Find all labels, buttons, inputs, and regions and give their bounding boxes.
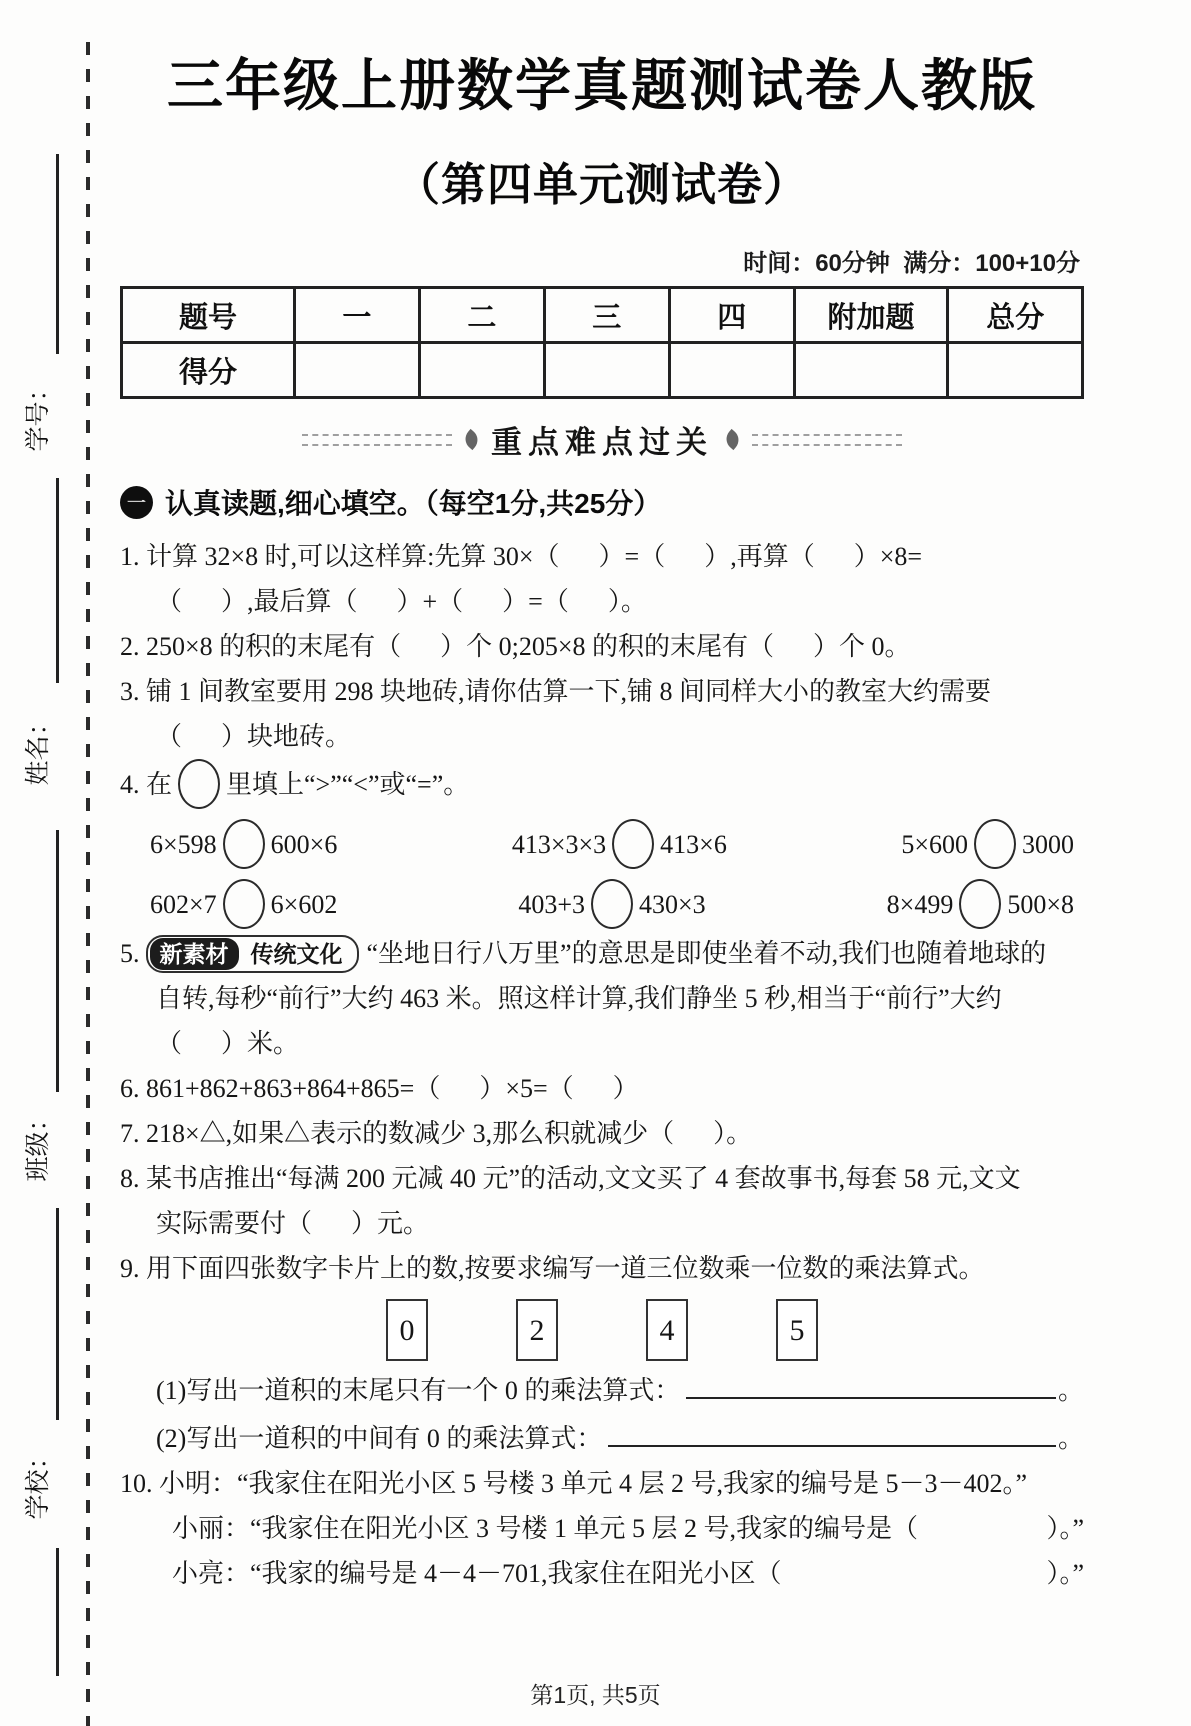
question-1-line-2: （ ）,最后算（ ）+（ ）=（ ）。 xyxy=(156,587,647,616)
compare-circle-blank xyxy=(612,819,654,869)
compare-right: 6×602 xyxy=(270,889,338,919)
question-5-line-3: （ ）米。 xyxy=(156,1029,300,1058)
compare-circle-blank xyxy=(974,819,1016,869)
question-10-line-1: 10. 小明：“我家住在阳光小区 5 号楼 3 单元 4 层 2 号,我家的编号是 5－3－402。” xyxy=(120,1469,1028,1498)
banner-title: 重点难点过关 xyxy=(491,425,713,460)
compare-left: 5×600 xyxy=(901,829,968,859)
question-5-text: “坐地日行八万里”的意思是即使坐着不动,我们也随着地球的 xyxy=(366,939,1047,968)
compare-right: 600×6 xyxy=(270,829,338,859)
question-6: 6. 861+862+863+864+865=（ ）×5=（ ） xyxy=(120,1074,639,1103)
school-label: 学校： xyxy=(24,1444,52,1520)
question-10-line-3-text: 小亮：“我家的编号是 4－4－701,我家住在阳光小区（ xyxy=(172,1559,782,1588)
student-number-label: 学号： xyxy=(24,376,52,452)
page-body xyxy=(120,42,1084,1596)
col-part-1: 一 xyxy=(294,288,419,343)
compare-circle-blank xyxy=(959,879,1001,929)
compare-left: 8×499 xyxy=(886,889,954,919)
margin-write-line xyxy=(56,1548,59,1676)
traditional-culture-badge: 传统文化 xyxy=(250,940,343,967)
question-4-compare-row-1 xyxy=(150,819,1084,869)
digit-card-2: 2 xyxy=(516,1299,558,1361)
question-9: 9. 用下面四张数字卡片上的数,按要求编写一道三位数乘一位数的乘法算式。 xyxy=(120,1254,985,1283)
question-3-line-1: 3. 铺 1 间教室要用 298 块地砖,请你估算一下,铺 8 间同样大小的教室大约需要 xyxy=(120,677,992,706)
question-4-text-post: 里填上“>”“<”或“=”。 xyxy=(226,769,470,799)
question-9-sub-2 xyxy=(156,1413,1084,1461)
class-label: 班级： xyxy=(24,1106,52,1182)
margin-write-line xyxy=(56,478,59,683)
question-2: 2. 250×8 的积的末尾有（ ）个 0;205×8 的积的末尾有（ ）个 0。 xyxy=(120,632,911,661)
col-total: 总分 xyxy=(948,288,1083,343)
question-9-sub-1-text: (1)写出一道积的末尾只有一个 0 的乘法算式： xyxy=(156,1376,681,1405)
question-9-sub-1-end: 。 xyxy=(1057,1376,1084,1405)
compare-right: 413×6 xyxy=(660,829,727,859)
question-4-compare-row-2 xyxy=(150,879,1084,929)
compare-circle-blank xyxy=(591,879,633,929)
section-one-number-icon xyxy=(120,486,153,519)
compare-right: 430×3 xyxy=(639,889,706,919)
question-8-line-1: 8. 某书店推出“每满 200 元减 40 元”的活动,文文买了 4 套故事书,每套 58 元,文文 xyxy=(120,1164,1021,1193)
digit-card-4: 4 xyxy=(646,1299,688,1361)
score-table-score-row xyxy=(122,343,1083,398)
question-5-line-2: 自转,每秒“前行”大约 463 米。照这样计算,我们静坐 5 秒,相当于“前行”大约 xyxy=(156,984,1002,1013)
score-table-header-row xyxy=(122,288,1083,343)
compare-left: 602×7 xyxy=(150,889,217,919)
question-8-line-2: 实际需要付（ ）元。 xyxy=(156,1209,430,1238)
question-10-line-2 xyxy=(172,1506,1084,1551)
margin-write-line xyxy=(56,154,59,354)
question-10-line-2-text: 小丽：“我家住在阳光小区 3 号楼 1 单元 5 层 2 号,我家的编号是（ xyxy=(172,1514,919,1543)
answer-blank-underline xyxy=(608,1413,1056,1447)
question-1-line-1: 1. 计算 32×8 时,可以这样算:先算 30×（ ）=（ ）,再算（ ）×8= xyxy=(120,542,923,571)
compare-circle-blank xyxy=(223,879,265,929)
score-cell xyxy=(669,343,794,398)
name-label: 姓名： xyxy=(24,710,52,786)
compare-circle-blank xyxy=(178,759,220,809)
question-9-sub-2-text: (2)写出一道积的中间有 0 的乘法算式： xyxy=(156,1424,603,1453)
question-9-sub-1 xyxy=(156,1365,1084,1413)
col-question-number: 题号 xyxy=(122,288,295,343)
banner-right-leaf-icon xyxy=(722,429,743,450)
time-score-info: 时间：60分钟 满分：100+10分 xyxy=(743,250,1080,277)
page-number: 第1页, 共5页 xyxy=(530,1682,661,1708)
question-10-line-3-end: ）。” xyxy=(1046,1559,1084,1588)
key-points-banner xyxy=(120,417,1084,462)
question-list xyxy=(120,534,1084,1596)
compare-circle-blank xyxy=(223,819,265,869)
question-10-line-2-end: ）。” xyxy=(1046,1514,1084,1543)
compare-left: 403+3 xyxy=(518,889,585,919)
compare-right: 3000 xyxy=(1021,829,1074,859)
compare-item xyxy=(150,879,337,929)
page-title: 三年级上册数学真题测试卷人教版 xyxy=(167,54,1037,117)
score-cell xyxy=(294,343,419,398)
answer-blank-underline xyxy=(686,1365,1056,1399)
col-bonus: 附加题 xyxy=(794,288,948,343)
banner-left-leaf-icon xyxy=(461,429,482,450)
banner-right-dash-decoration xyxy=(752,434,902,446)
question-7: 7. 218×△,如果△表示的数减少 3,那么积就减少（ ）。 xyxy=(120,1119,753,1148)
question-10-line-3 xyxy=(172,1551,1084,1596)
digit-card-5: 5 xyxy=(776,1299,818,1361)
question-4-text-pre: 4. 在 xyxy=(120,769,173,799)
question-3-line-2: （ ）块地砖。 xyxy=(156,722,352,751)
banner-left-dash-decoration xyxy=(302,434,452,446)
col-part-3: 三 xyxy=(544,288,669,343)
compare-right: 500×8 xyxy=(1007,889,1074,919)
section-one-number: 一 xyxy=(126,495,146,509)
compare-item xyxy=(512,819,727,869)
question-4-intro xyxy=(120,759,1084,809)
new-material-badge: 新素材 xyxy=(150,938,239,970)
question-5-line-1 xyxy=(120,931,1084,976)
question-9-sub-2-end: 。 xyxy=(1057,1424,1084,1453)
compare-left: 413×3×3 xyxy=(511,829,607,859)
margin-write-line xyxy=(56,830,59,1092)
score-cell xyxy=(794,343,948,398)
binding-dashed-line xyxy=(86,42,90,1726)
score-cell xyxy=(419,343,544,398)
compare-item xyxy=(901,819,1074,869)
score-cell xyxy=(544,343,669,398)
question-5-number: 5. xyxy=(120,939,140,968)
compare-item xyxy=(887,879,1074,929)
col-part-2: 二 xyxy=(419,288,544,343)
section-one-header xyxy=(120,482,1084,522)
margin-write-line xyxy=(56,1208,59,1420)
digit-card-0: 0 xyxy=(386,1299,428,1361)
score-cell xyxy=(948,343,1083,398)
compare-item xyxy=(518,879,705,929)
section-one-title: 认真读题,细心填空。（每空1分,共25分） xyxy=(165,488,662,519)
score-row-label: 得分 xyxy=(122,343,295,398)
page-subtitle: （第四单元测试卷） xyxy=(394,159,809,210)
col-part-4: 四 xyxy=(669,288,794,343)
question-5-badges xyxy=(146,935,359,973)
digit-cards xyxy=(120,1299,1084,1361)
compare-left: 6×598 xyxy=(150,829,217,859)
score-table xyxy=(120,286,1084,399)
compare-item xyxy=(150,819,337,869)
